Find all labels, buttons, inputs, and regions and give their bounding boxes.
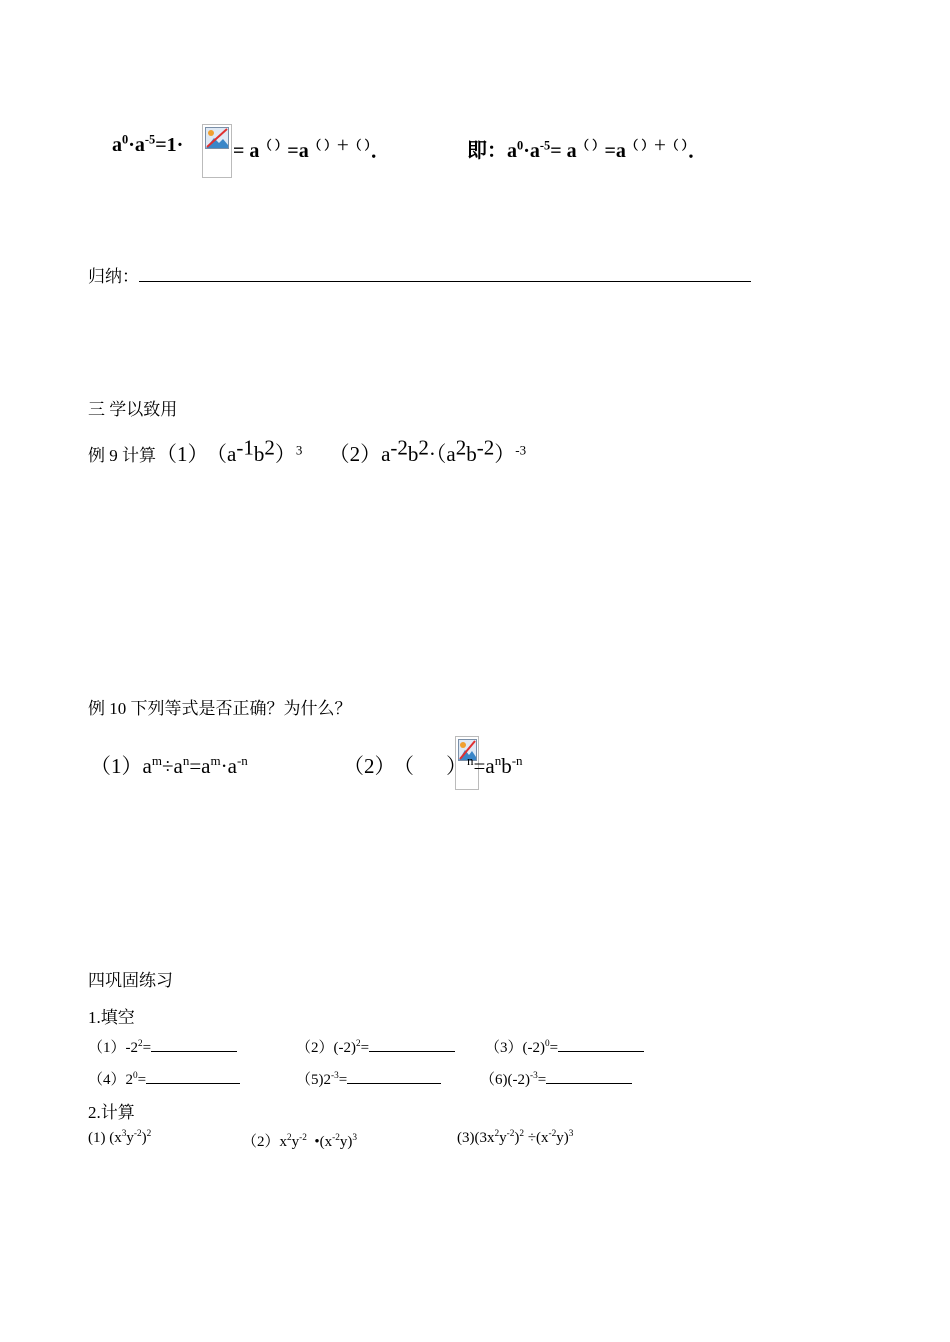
compute-title: 2.计算 xyxy=(88,1103,135,1122)
summary-line xyxy=(88,262,751,287)
fill-item-4: $(4)2^0=$ xyxy=(88,1068,240,1089)
derivation-line: $a^0\cdot a^{-5}=1\cdot$ xyxy=(112,132,184,156)
answer-blank[interactable] xyxy=(546,1069,632,1084)
answer-blank[interactable] xyxy=(558,1037,644,1052)
example9: 例 9 计算（1） $(a^{-1}b^2)^3$ $(2)a^{-2}b^2\cdot(a^2b^{-2})^{-3}$ xyxy=(88,435,527,466)
example10-q2: （2） （ xyxy=(343,754,414,778)
answer-blank[interactable] xyxy=(146,1069,240,1084)
fill-title: 1.填空 xyxy=(88,1008,135,1027)
answer-blank[interactable] xyxy=(369,1037,455,1052)
compute-q1: (1) $(x^3y^{-2})^2$ xyxy=(88,1129,152,1146)
fill-item-3: $(3)(-2)^0=$ xyxy=(485,1036,644,1057)
derivation-line-cont: = a（ ）=a（ ）＋（ ）． xyxy=(233,138,391,162)
example10-label: 例 10 下列等式是否正确？为什么？ xyxy=(88,699,352,718)
fill-item-1: $(1)-2^2=$ xyxy=(88,1036,237,1057)
example10-q2-cont: ）$^n=a^nb^{-n}$ xyxy=(446,753,523,778)
fill-item-2: $(2)(-2)^2=$ xyxy=(296,1036,455,1057)
broken-image-icon xyxy=(205,127,229,149)
fill-item-5: $(5)2^{-3}=$ xyxy=(296,1068,441,1089)
answer-blank[interactable] xyxy=(151,1037,237,1052)
summary-blank xyxy=(139,263,751,282)
compute-q3: $(3)(3x^2y^{-2})^2 \div(x^{-2}y)^3$ xyxy=(457,1129,574,1146)
fraction-image-placeholder xyxy=(202,124,232,178)
fill-item-6: $(6)(-2)^{-3}=$ xyxy=(480,1068,632,1089)
example9-label: 例 9 计算 xyxy=(88,446,156,465)
summary-label: 归纳： xyxy=(88,267,139,286)
example10-q1: $(1)a^m\div a^n=a^m\cdot a^{-n}$ xyxy=(90,753,248,778)
section3-title: 三 学以致用 xyxy=(88,400,178,419)
compute-q2: $(2)x^2y^{-2}$ $•(x^{-2}y)^3$ xyxy=(242,1133,358,1150)
section4-title: 四巩固练习 xyxy=(88,971,173,990)
answer-blank[interactable] xyxy=(347,1069,441,1084)
derivation-right: 即：$a^0\cdot a^{-5}= a^{( )}=a^{( )+( )}$． xyxy=(467,138,708,162)
